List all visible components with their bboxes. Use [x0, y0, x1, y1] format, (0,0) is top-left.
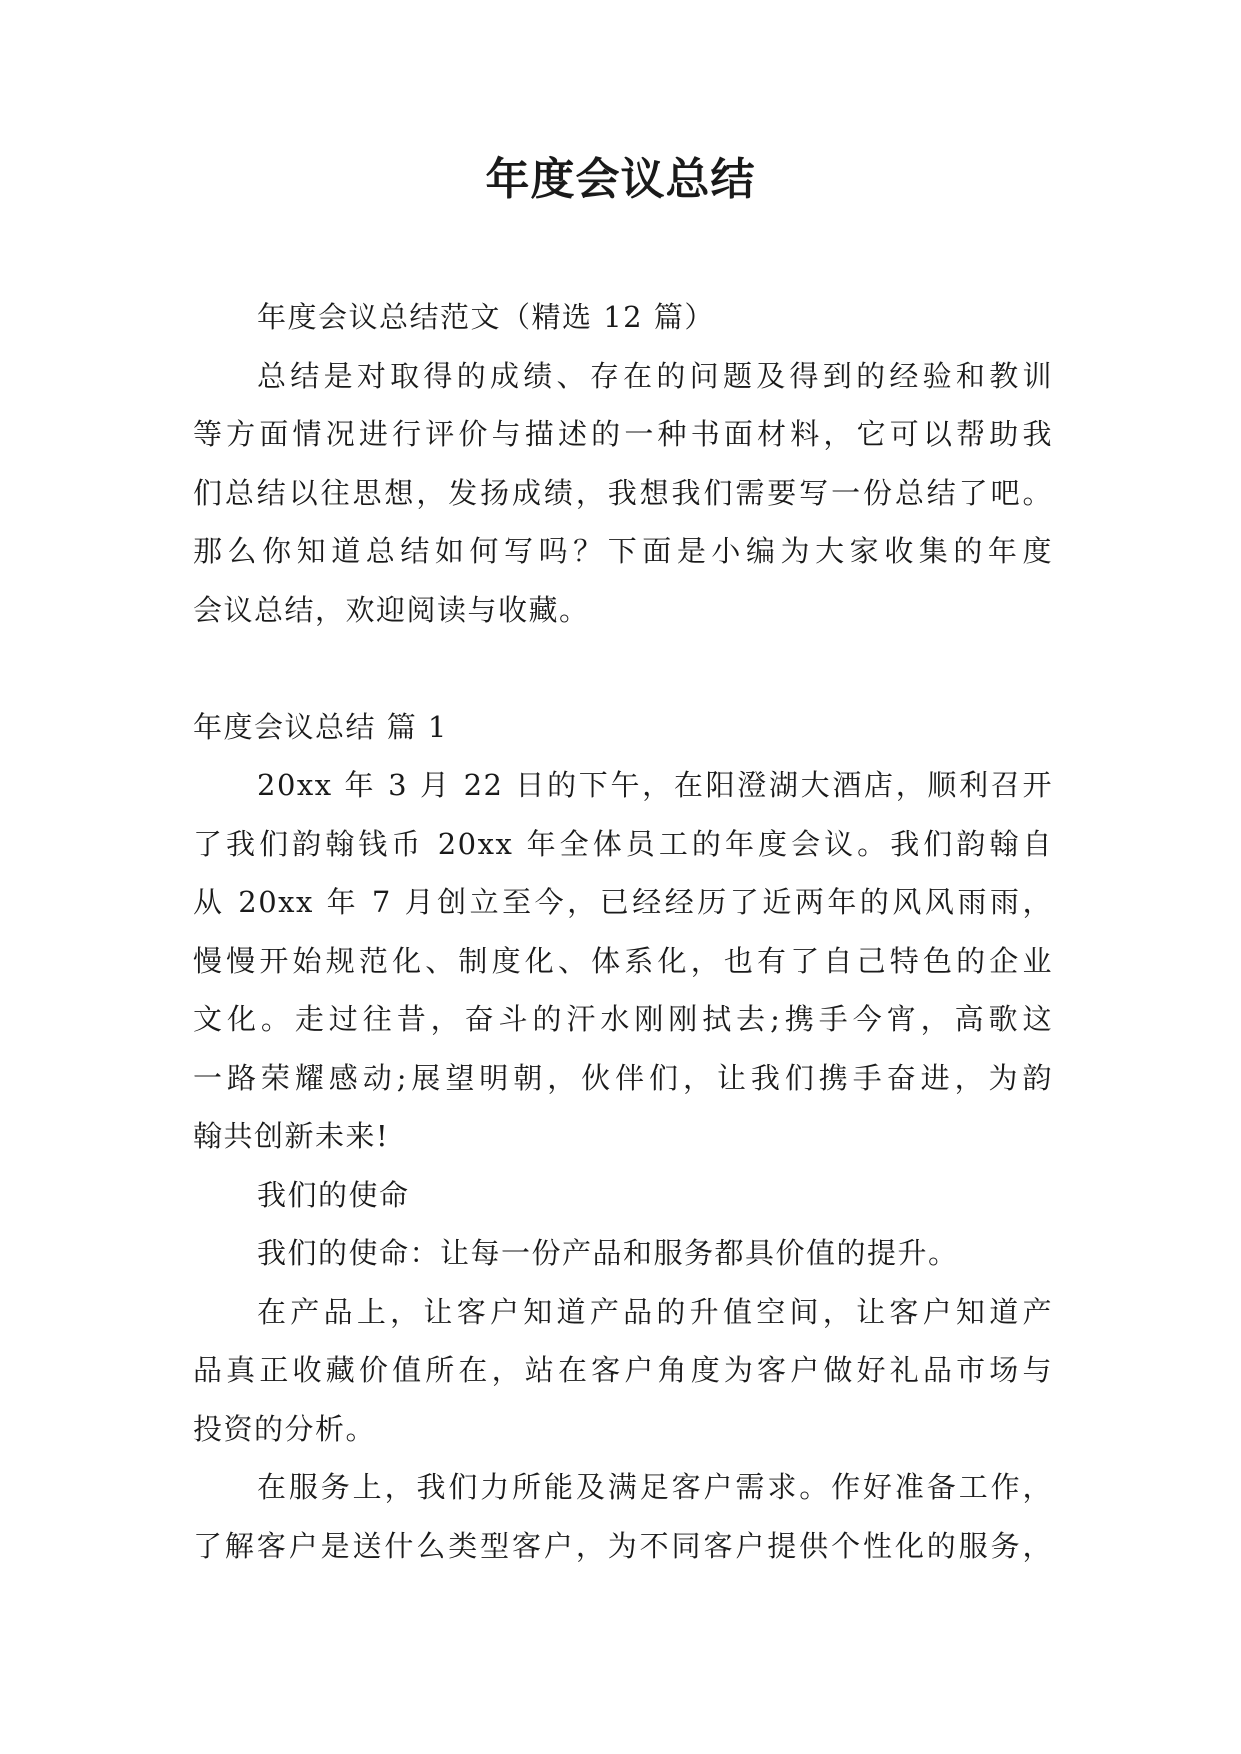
subheading-line: 我们的使命: [257, 1177, 410, 1212]
paragraph-line: 20xx 年 3 月 22 日的下午，在阳澄湖大酒店，顺利召开: [257, 768, 1053, 802]
paragraph-line: 在产品上，让客户知道产品的升值空间，让客户知道产: [257, 1294, 1053, 1329]
section-heading: 年度会议总结 篇 1: [193, 709, 448, 744]
intro-line: 那么你知道总结如何写吗？下面是小编为大家收集的年度: [193, 534, 1053, 568]
intro-line: 等方面情况进行评价与描述的一种书面材料，它可以帮助我: [193, 417, 1053, 451]
paragraph-line: 品真正收藏价值所在，站在客户角度为客户做好礼品市场与: [193, 1353, 1053, 1387]
document-body: [193, 288, 1053, 1575]
document-title: 年度会议总结: [485, 154, 756, 205]
section-spacer: [193, 639, 1053, 698]
paragraph-line: 从 20xx 年 7 月创立至今，已经经历了近两年的风风雨雨，: [193, 885, 1053, 919]
paragraph-line: 我们的使命：让每一份产品和服务都具价值的提升。: [257, 1236, 959, 1270]
paragraph-line: 慢慢开始规范化、制度化、体系化，也有了自己特色的企业: [193, 943, 1053, 978]
paragraph-line: 投资的分析。: [193, 1411, 377, 1446]
paragraph-line: 一路荣耀感动;展望明朝，伙伴们，让我们携手奋进，为韵: [193, 1060, 1053, 1095]
paragraph-line: 文化。走过往昔，奋斗的汗水刚刚拭去;携手今宵，高歌这: [193, 1002, 1053, 1036]
intro-line: 会议总结，欢迎阅读与收藏。: [193, 592, 590, 627]
paragraph-line: 翰共创新未来!: [193, 1119, 390, 1153]
subtitle-line: 年度会议总结范文（精选 12 篇）: [257, 300, 715, 334]
paragraph-line: 在服务上，我们力所能及满足客户需求。作好准备工作，: [257, 1470, 1053, 1504]
intro-line: 们总结以往思想，发扬成绩，我想我们需要写一份总结了吧。: [193, 475, 1053, 510]
intro-line: 总结是对取得的成绩、存在的问题及得到的经验和教训: [257, 358, 1053, 393]
paragraph-line: 了解客户是送什么类型客户，为不同客户提供个性化的服务，: [193, 1528, 1053, 1563]
paragraph-line: 了我们韵翰钱币 20xx 年全体员工的年度会议。我们韵翰自: [193, 826, 1053, 861]
